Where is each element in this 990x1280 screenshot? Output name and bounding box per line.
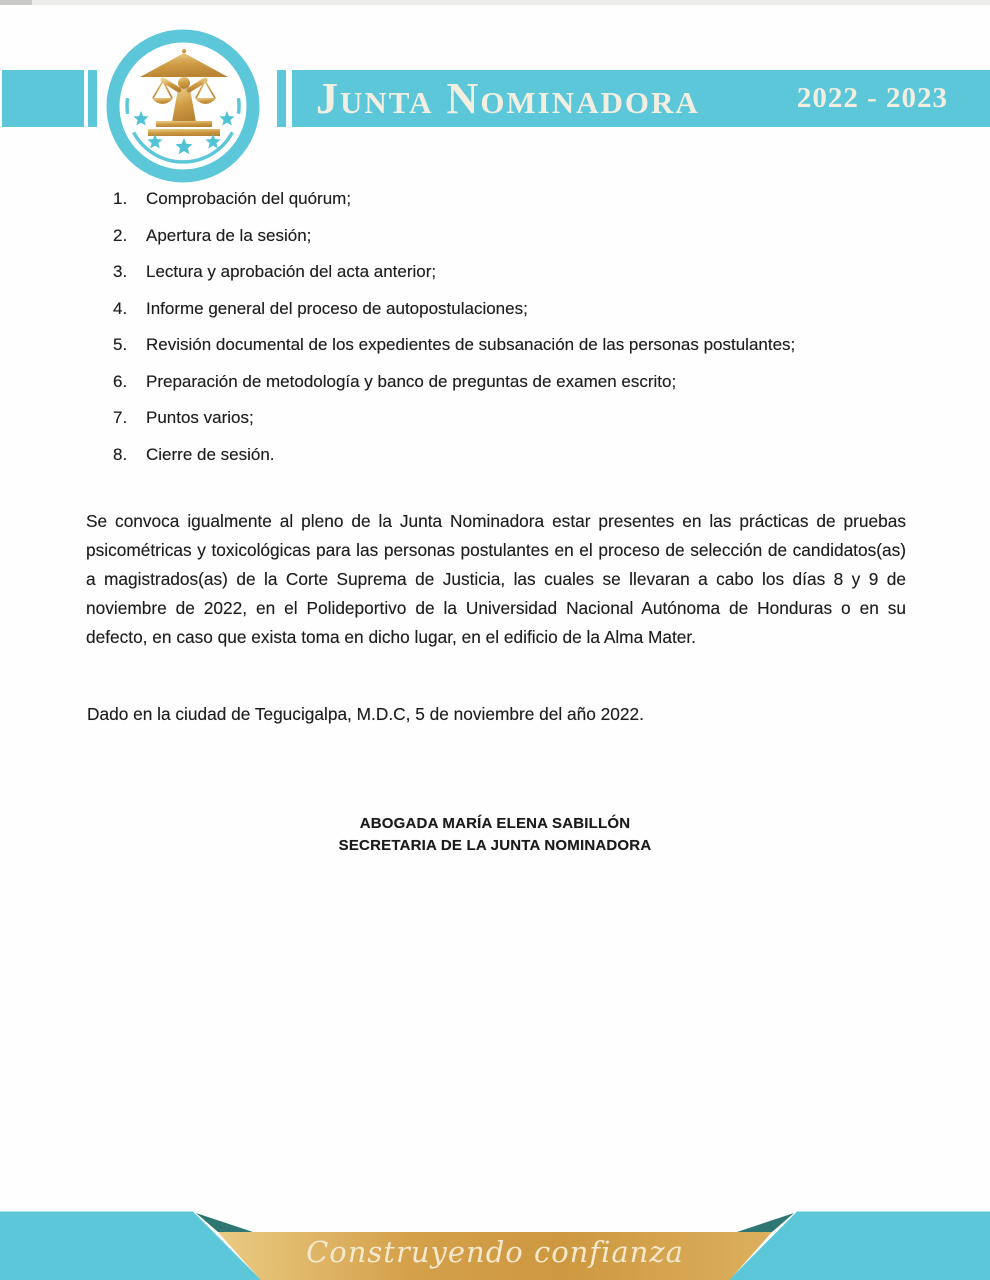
agenda-item-number: 4. (113, 298, 128, 318)
scan-edge-corner (0, 0, 32, 5)
agenda-item-6 (113, 373, 913, 391)
figure-head (178, 77, 190, 89)
scales-of-justice-icon (106, 29, 260, 183)
org-title: Junta Nominadora (316, 73, 700, 123)
signatory-name: ABOGADA MARÍA ELENA SABILLÓN (359, 815, 631, 832)
signatory-title: SECRETARIA DE LA JUNTA NOMINADORA (338, 837, 652, 854)
dateline: Dado en la ciudad de Tegucigalpa, M.D.C, 5 de noviembre del año 2022. (87, 704, 644, 725)
agenda-item-text: Lectura y aprobación del acta anterior; (146, 262, 437, 281)
slogan-script: Construyendo confianza (306, 1235, 684, 1269)
agenda-item-1 (113, 190, 913, 208)
header-band-bar-left (88, 70, 97, 127)
agenda-item-text: Informe general del proceso de autopostulaciones; (146, 298, 528, 318)
agenda-item-text: Apertura de la sesión; (146, 225, 312, 245)
agenda-item-8 (113, 446, 913, 464)
agenda-item-3 (113, 263, 913, 281)
agenda-item-number: 2. (113, 225, 128, 245)
agenda-item-5 (113, 336, 913, 354)
agenda-item-number: 7. (113, 408, 128, 427)
agenda-item-text: Cierre de sesión. (146, 444, 275, 464)
logo-inner-tick-left (127, 98, 128, 114)
logo-inner-tick-right (239, 98, 240, 114)
header-band-bar-right (277, 70, 286, 127)
period-label: 2022 - 2023 (796, 82, 948, 114)
agenda-item-text: Preparación de metodología y banco de preguntas de examen escrito; (146, 371, 677, 391)
agenda-item-2 (113, 227, 913, 245)
scan-edge-artifact (0, 0, 990, 5)
agenda-item-4 (113, 300, 913, 318)
agenda-item-text: Revisión documental de los expedientes de subsanación de las personas postulantes; (146, 335, 796, 354)
agenda-item-number: 8. (113, 444, 128, 464)
agenda-item-7 (113, 409, 913, 427)
agenda-list (113, 190, 913, 482)
agenda-item-text: Puntos varios; (146, 408, 254, 427)
convocation-paragraph: Se convoca igualmente al pleno de la Junta Nominadora estar presentes en las prácticas de pruebas psicométricas y toxicológicas para las personas postulantes en el proceso de selección de candidatos(as) a magistrados(as) de la Corte Suprema de Justicia, las cuales se llevaran a cabo los días 8 y 9 de noviembre de 2022, en el Polideportivo de la Universidad Nacional Autónoma de Honduras o en su defecto, en caso que exista toma en dicho lugar, en el edificio de la Alma Mater. (86, 511, 906, 648)
footer-ribbon (0, 1200, 990, 1280)
agenda-item-number: 3. (113, 262, 128, 281)
header-band (292, 70, 990, 127)
agenda-item-number: 5. (113, 335, 128, 354)
agenda-item-text: Comprobación del quórum; (146, 189, 352, 208)
agenda-item-number: 6. (113, 371, 128, 391)
agenda-item-number: 1. (113, 189, 128, 208)
signature-block (0, 813, 990, 857)
header-band-left (2, 70, 84, 127)
